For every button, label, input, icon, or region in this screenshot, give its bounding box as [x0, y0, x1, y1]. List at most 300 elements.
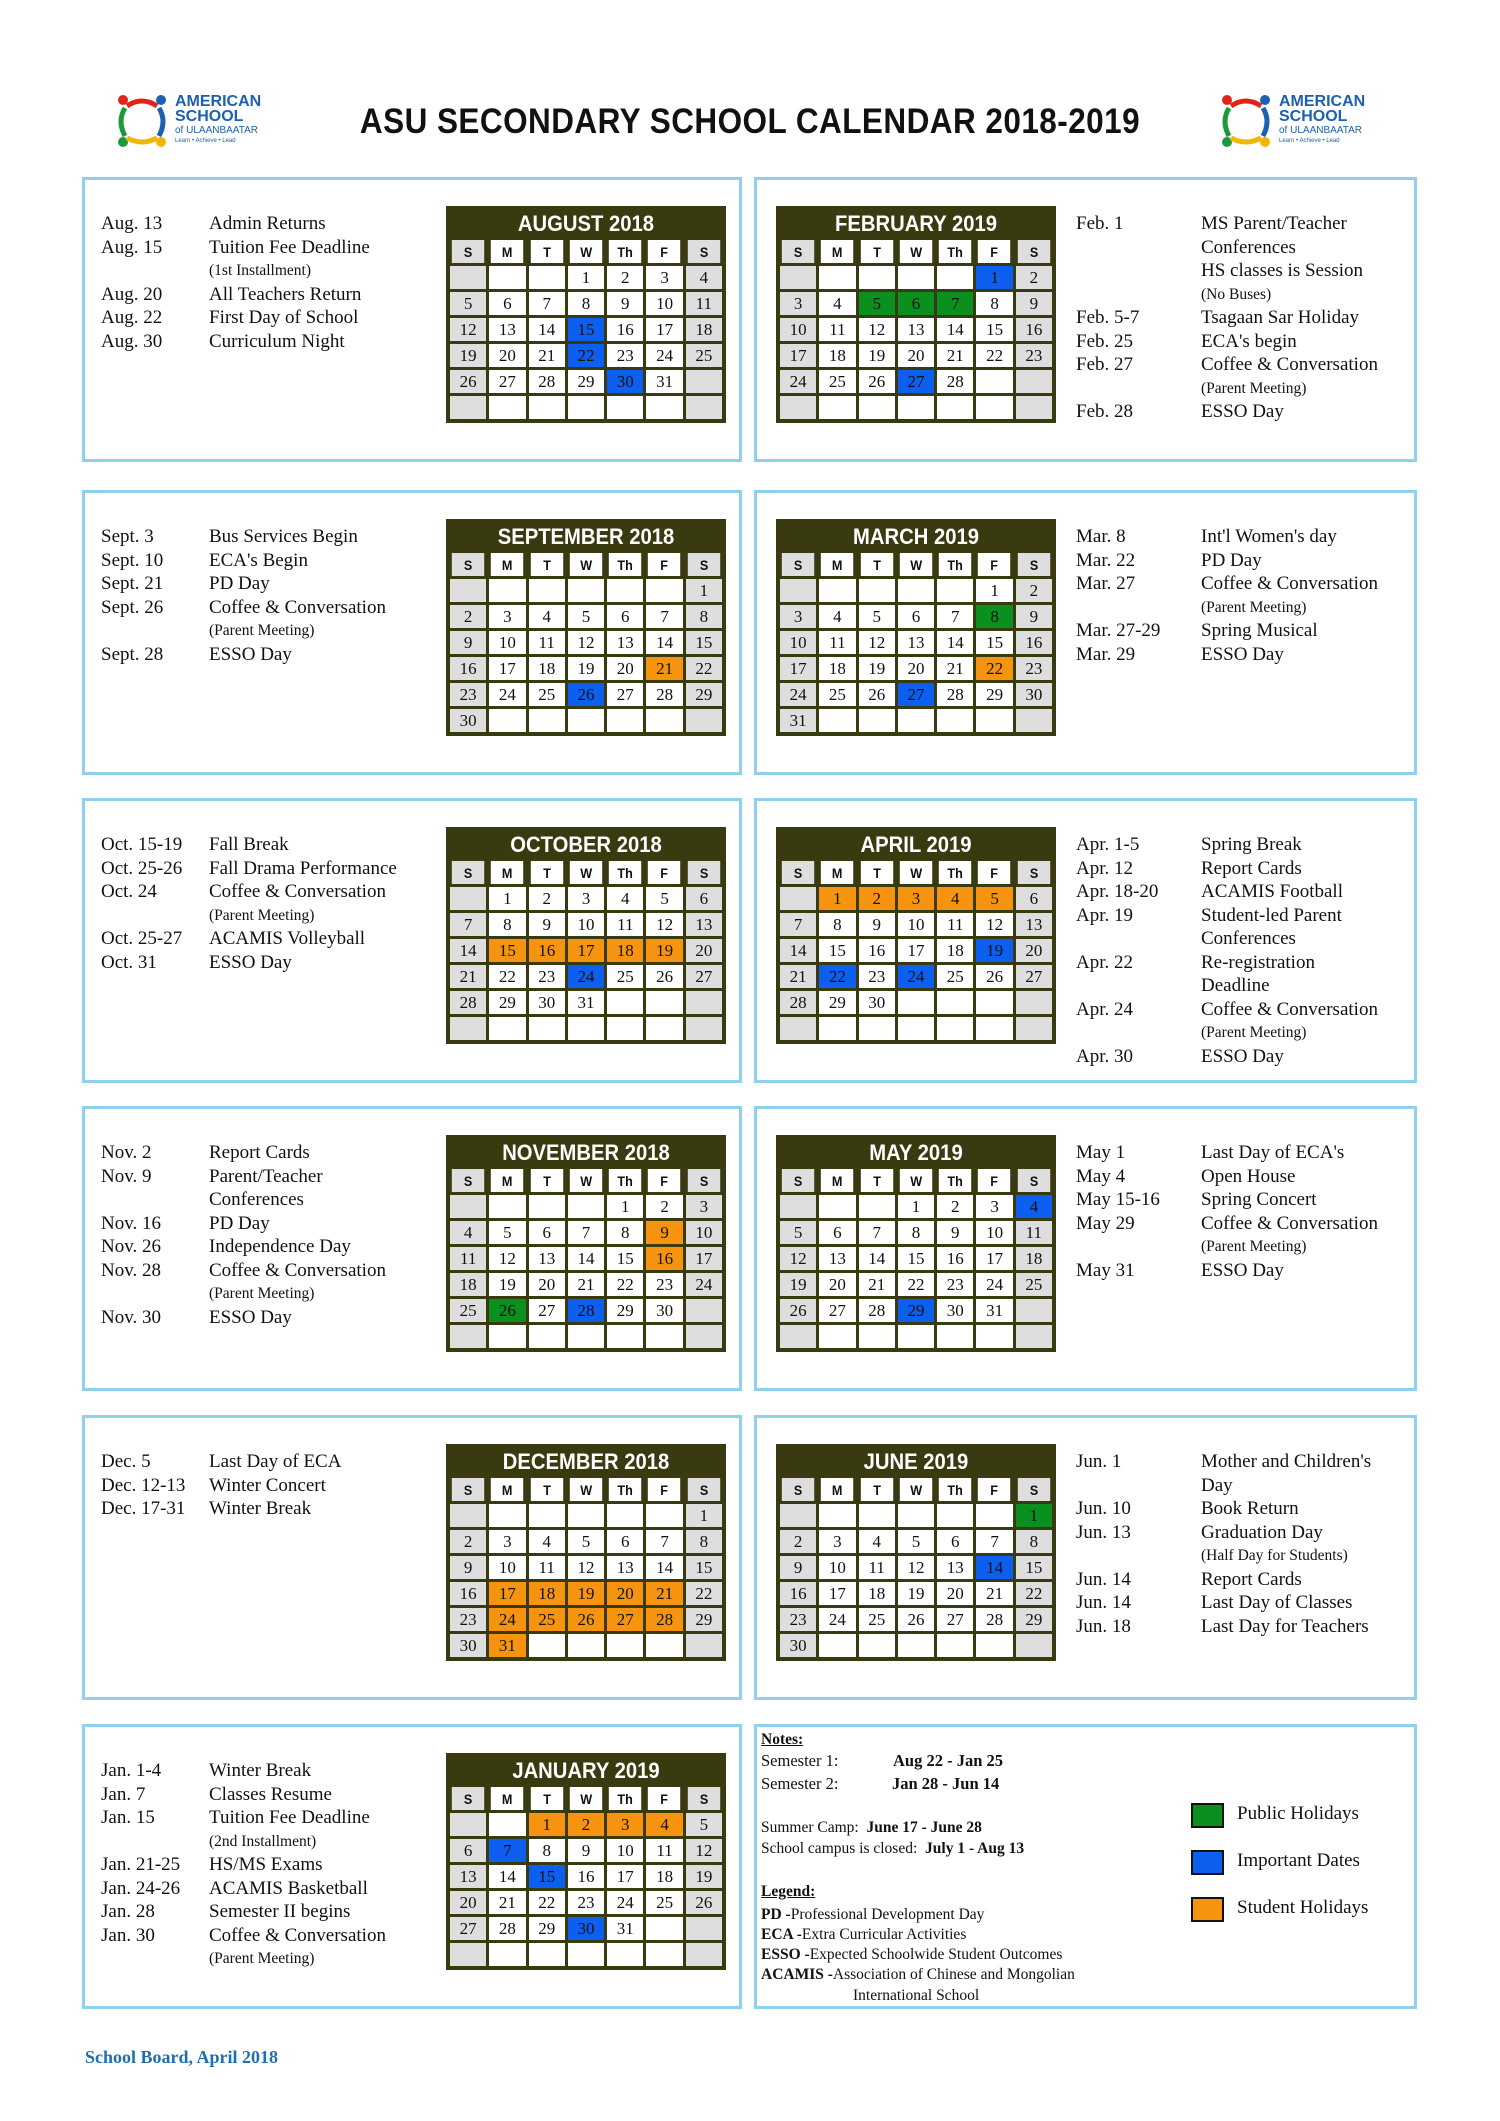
calendar-day: 16 [859, 939, 895, 962]
calendar-day: 29 [568, 370, 604, 393]
event-description: Winter Break [209, 1760, 312, 1781]
calendar-empty-cell [686, 1634, 722, 1657]
calendar-day: 19 [898, 1582, 934, 1605]
weekday-header: W [570, 1169, 603, 1192]
calendar-day: 28 [646, 1608, 682, 1631]
weekday-header: S [452, 861, 485, 884]
calendar-day: 9 [646, 1221, 682, 1244]
calendar-day: 26 [859, 370, 895, 393]
calendar-day: 14 [450, 939, 486, 962]
calendar-grid [448, 859, 724, 1042]
calendar-day: 18 [937, 939, 973, 962]
calendar-day: 1 [489, 887, 525, 910]
weekday-header: M [821, 1478, 854, 1501]
calendar-day: 18 [819, 657, 855, 680]
weekday-header: S [688, 240, 721, 263]
calendar-day: 6 [529, 1221, 565, 1244]
calendar-day: 4 [646, 1813, 682, 1836]
footer-note: School Board, April 2018 [85, 2047, 279, 2067]
weekday-header: S [452, 1787, 485, 1810]
calendar-day: 16 [780, 1582, 816, 1605]
calendar-day: 19 [859, 344, 895, 367]
event-date: Mar. 22 [1076, 549, 1136, 571]
calendar-empty-cell [568, 1325, 604, 1348]
calendar-day: 15 [686, 1556, 722, 1579]
calendar-day: 18 [529, 1582, 565, 1605]
calendar-day: 16 [646, 1247, 682, 1270]
calendar-empty-cell [686, 396, 722, 419]
calendar-day: 15 [976, 318, 1012, 341]
calendar-day: 11 [529, 631, 565, 654]
summer-dates: June 17 - June 28 [866, 1819, 982, 1836]
event-description: Coffee & Conversation [1201, 1212, 1378, 1234]
calendar-empty-cell [607, 709, 643, 732]
calendar-day: 16 [1016, 631, 1052, 654]
event-description: Coffee & Conversation [1201, 573, 1378, 594]
weekday-header: T [860, 240, 893, 263]
event-description: Last Day of ECA [209, 1451, 342, 1472]
calendar-day: 25 [819, 683, 855, 706]
calendar-day: 28 [780, 991, 816, 1014]
event-description: ESSO Day [1201, 1045, 1284, 1067]
calendar-empty-cell [780, 266, 816, 289]
weekday-header: M [821, 1169, 854, 1192]
calendar-day: 21 [937, 344, 973, 367]
event-date: Aug. 22 [101, 307, 163, 328]
calendar-day: 2 [1016, 579, 1052, 602]
event-description: (Parent Meeting) [209, 906, 315, 924]
calendar-day: 18 [859, 1582, 895, 1605]
calendar-day: 24 [780, 683, 816, 706]
calendar-day: 6 [1016, 887, 1052, 910]
calendar-day: 6 [898, 605, 934, 628]
calendar-day: 24 [780, 370, 816, 393]
calendar-day: 17 [568, 939, 604, 962]
logo-tagline: Learn • Achieve • Lead [1279, 138, 1340, 144]
calendar-empty-cell [450, 396, 486, 419]
calendar-day: 3 [568, 887, 604, 910]
calendar-day: 4 [859, 1530, 895, 1553]
calendar-day: 23 [859, 965, 895, 988]
calendar-day: 8 [686, 1530, 722, 1553]
event-date: Oct. 24 [101, 881, 157, 902]
event-date: Aug. 20 [101, 283, 163, 305]
calendar-day: 9 [568, 1839, 604, 1862]
calendar-day: 29 [898, 1299, 934, 1322]
calendar-day: 7 [568, 1221, 604, 1244]
calendar-day: 23 [529, 965, 565, 988]
event-date: Nov. 2 [101, 1142, 152, 1163]
calendar-day: 6 [489, 292, 525, 315]
calendar-day: 17 [489, 657, 525, 680]
calendar-day: 21 [489, 1891, 525, 1914]
calendar-day: 10 [898, 913, 934, 936]
calendar-day: 19 [568, 657, 604, 680]
calendar-day: 2 [568, 1813, 604, 1836]
calendar-empty-cell [937, 1017, 973, 1040]
weekday-header: F [648, 861, 681, 884]
calendar-day: 11 [607, 913, 643, 936]
event-description: (1st Installment) [209, 262, 312, 279]
calendar-day: 21 [646, 657, 682, 680]
calendar-empty-cell [819, 1634, 855, 1657]
calendar-day: 11 [1016, 1221, 1052, 1244]
event-description: Coffee & Conversation [1201, 998, 1378, 1020]
calendar-day: 18 [686, 318, 722, 341]
event-date: Dec. 5 [101, 1451, 151, 1472]
event-date: Jan. 24-26 [101, 1877, 181, 1899]
calendar-empty-cell [937, 1325, 973, 1348]
calendar-empty-cell [568, 396, 604, 419]
event-date: Jan. 28 [101, 1901, 155, 1922]
event-date: Dec. 12-13 [101, 1474, 186, 1496]
event-description: Student-led Parent [1201, 904, 1342, 926]
event-description: Spring Concert [1201, 1189, 1317, 1210]
abbreviation-meaning: Expected Schoolwide Student Outcomes [809, 1946, 1063, 1963]
event-date: May 1 [1076, 1142, 1126, 1163]
calendar-day: 20 [450, 1891, 486, 1914]
calendar-day: 19 [780, 1273, 816, 1296]
month-calendar [446, 206, 726, 423]
calendar-day: 29 [529, 1917, 565, 1940]
calendar-day: 28 [450, 991, 486, 1014]
event-description: Report Cards [209, 1142, 310, 1163]
calendar-day: 6 [686, 887, 722, 910]
calendar-day: 26 [686, 1891, 722, 1914]
event-date: Jun. 14 [1076, 1592, 1131, 1613]
calendar-day: 28 [489, 1917, 525, 1940]
calendar-day: 1 [898, 1195, 934, 1218]
calendar-day: 1 [819, 887, 855, 910]
calendar-day: 31 [568, 991, 604, 1014]
weekday-header: S [452, 1478, 485, 1501]
calendar-empty-cell [646, 396, 682, 419]
calendar-day: 1 [976, 266, 1012, 289]
calendar-day: 2 [937, 1195, 973, 1218]
calendar-empty-cell [450, 887, 486, 910]
logo-text: of ULAANBAATAR [1279, 125, 1362, 136]
calendar-day: 12 [859, 631, 895, 654]
event-description: Classes Resume [209, 1783, 332, 1805]
calendar-day: 9 [450, 631, 486, 654]
event-description: ESSO Day [209, 643, 292, 665]
calendar-empty-cell [450, 1943, 486, 1966]
green-swatch-icon [1191, 1803, 1224, 1828]
calendar-day: 26 [898, 1608, 934, 1631]
weekday-header: S [782, 861, 815, 884]
calendar-day: 15 [489, 939, 525, 962]
event-description: Coffee & Conversation [209, 881, 386, 902]
calendar-day: 22 [529, 1891, 565, 1914]
calendar-day: 24 [489, 1608, 525, 1631]
calendar-empty-cell [607, 579, 643, 602]
calendar-day: 14 [646, 631, 682, 654]
calendar-day: 22 [489, 965, 525, 988]
calendar-day: 26 [859, 683, 895, 706]
calendar-empty-cell [898, 1504, 934, 1527]
calendar-day: 8 [898, 1221, 934, 1244]
logo-text: AMERICAN [175, 93, 262, 110]
event-description: (Parent Meeting) [209, 622, 315, 639]
weekday-header: W [900, 553, 933, 576]
calendar-grid [448, 1785, 724, 1968]
calendar-empty-cell [976, 1634, 1012, 1657]
calendar-day: 22 [1016, 1582, 1052, 1605]
weekday-header: M [491, 1478, 524, 1501]
calendar-day: 9 [450, 1556, 486, 1579]
weekday-header: S [1018, 553, 1051, 576]
event-date: Feb. 5-7 [1076, 307, 1140, 328]
weekday-header: Th [939, 1169, 972, 1192]
calendar-day: 23 [450, 683, 486, 706]
calendar-day: 18 [819, 344, 855, 367]
weekday-header: S [1018, 240, 1051, 263]
calendar-day: 6 [607, 1530, 643, 1553]
month-panel [754, 177, 1417, 462]
calendar-day: 3 [489, 1530, 525, 1553]
calendar-day: 22 [976, 344, 1012, 367]
event-date: Nov. 16 [101, 1212, 161, 1234]
calendar-day: 25 [819, 370, 855, 393]
calendar-day: 29 [489, 991, 525, 1014]
event-date: Feb. 27 [1076, 354, 1133, 375]
calendar-day: 20 [819, 1273, 855, 1296]
calendar-day: 18 [646, 1865, 682, 1888]
event-description: Open House [1201, 1165, 1296, 1187]
calendar-day: 16 [1016, 318, 1052, 341]
event-description: Curriculum Night [209, 330, 345, 352]
event-date: Aug. 13 [101, 213, 163, 234]
event-description: Report Cards [1201, 857, 1302, 879]
weekday-header: S [688, 1787, 721, 1810]
calendar-empty-cell [780, 579, 816, 602]
event-description: PD Day [209, 573, 270, 594]
calendar-empty-cell [780, 396, 816, 419]
calendar-day: 2 [529, 887, 565, 910]
calendar-empty-cell [780, 1504, 816, 1527]
calendar-day: 5 [859, 605, 895, 628]
calendar-day: 8 [819, 913, 855, 936]
event-date: Feb. 25 [1076, 330, 1133, 352]
calendar-day: 3 [780, 605, 816, 628]
calendar-day: 23 [450, 1608, 486, 1631]
event-date: Jun. 18 [1076, 1615, 1131, 1637]
calendar-empty-cell [686, 1943, 722, 1966]
calendar-day: 11 [819, 631, 855, 654]
calendar-day: 5 [780, 1221, 816, 1244]
month-panel [82, 1724, 742, 2009]
calendar-day: 28 [646, 683, 682, 706]
calendar-empty-cell [529, 579, 565, 602]
calendar-day: 25 [937, 965, 973, 988]
calendar-empty-cell [568, 1634, 604, 1657]
event-description: Conferences [1201, 928, 1296, 949]
calendar-day: 30 [937, 1299, 973, 1322]
calendar-empty-cell [646, 1634, 682, 1657]
calendar-day: 3 [819, 1530, 855, 1553]
weekday-header: Th [609, 240, 642, 263]
event-description: Spring Break [1201, 834, 1302, 855]
event-description: First Day of School [209, 307, 359, 328]
calendar-day: 21 [976, 1582, 1012, 1605]
calendar-day: 22 [607, 1273, 643, 1296]
semester-dates: Jan 28 - Jun 14 [892, 1774, 1000, 1793]
calendar-empty-cell [859, 1017, 895, 1040]
event-description: Report Cards [1201, 1568, 1302, 1590]
calendar-day: 14 [937, 631, 973, 654]
calendar-day: 30 [568, 1917, 604, 1940]
calendar-day: 6 [819, 1221, 855, 1244]
event-date: Aug. 30 [101, 330, 163, 352]
calendar-day: 9 [1016, 605, 1052, 628]
event-date: May 29 [1076, 1212, 1135, 1234]
calendar-day: 17 [607, 1865, 643, 1888]
calendar-day: 3 [607, 1813, 643, 1836]
month-panel [82, 1415, 742, 1700]
calendar-day: 13 [529, 1247, 565, 1270]
calendar-empty-cell [819, 1325, 855, 1348]
weekday-header: M [491, 1169, 524, 1192]
event-date: Apr. 22 [1076, 951, 1133, 973]
weekday-header: T [530, 240, 563, 263]
abbreviation: ECA - [761, 1926, 802, 1943]
calendar-day: 19 [568, 1582, 604, 1605]
calendar-empty-cell [937, 709, 973, 732]
calendar-day: 25 [859, 1608, 895, 1631]
event-description: Spring Musical [1201, 620, 1318, 641]
weekday-header: F [978, 861, 1011, 884]
month-title: FEBRUARY 2019 [834, 211, 997, 236]
calendar-day: 27 [607, 1608, 643, 1631]
calendar-day: 8 [607, 1221, 643, 1244]
event-date: Apr. 18-20 [1076, 881, 1159, 902]
event-description: Last Day for Teachers [1201, 1615, 1369, 1637]
event-date: Apr. 30 [1076, 1045, 1133, 1067]
event-description: ESSO Day [1201, 643, 1284, 665]
event-description: (2nd Installment) [209, 1832, 317, 1850]
event-date: Apr. 19 [1076, 904, 1133, 926]
weekday-header: W [900, 240, 933, 263]
calendar-day: 28 [937, 683, 973, 706]
calendar-day: 5 [686, 1813, 722, 1836]
calendar-day: 11 [529, 1556, 565, 1579]
weekday-header: T [860, 861, 893, 884]
calendar-day: 3 [780, 292, 816, 315]
calendar-day: 29 [686, 1608, 722, 1631]
event-date: Sept. 21 [101, 573, 164, 594]
calendar-empty-cell [859, 1325, 895, 1348]
calendar-day: 22 [976, 657, 1012, 680]
abbreviation: PD - [761, 1906, 791, 1923]
month-calendar [446, 1135, 726, 1352]
semester-2 [761, 1774, 1000, 1794]
logo-text: SCHOOL [1279, 108, 1348, 125]
calendar-empty-cell [780, 1017, 816, 1040]
calendar-day: 27 [489, 370, 525, 393]
calendar-day: 13 [489, 318, 525, 341]
calendar-day: 14 [529, 318, 565, 341]
calendar-day: 20 [607, 657, 643, 680]
calendar-day: 15 [607, 1247, 643, 1270]
calendar-empty-cell [898, 579, 934, 602]
calendar-day: 24 [568, 965, 604, 988]
weekday-header: S [1018, 1169, 1051, 1192]
calendar-empty-cell [646, 1917, 682, 1940]
logo-tagline: Learn • Achieve • Lead [175, 138, 236, 144]
calendar-day: 7 [646, 1530, 682, 1553]
calendar-day: 11 [859, 1556, 895, 1579]
calendar-day: 23 [568, 1891, 604, 1914]
calendar-empty-cell [489, 266, 525, 289]
calendar-day: 27 [898, 370, 934, 393]
event-description: (Parent Meeting) [1201, 598, 1307, 616]
calendar-empty-cell [1016, 1325, 1052, 1348]
calendar-day: 23 [1016, 657, 1052, 680]
calendar-day: 12 [568, 1556, 604, 1579]
weekday-header: S [1018, 1478, 1051, 1501]
calendar-empty-cell [529, 1195, 565, 1218]
calendar-day: 5 [859, 292, 895, 315]
calendar-day: 16 [450, 657, 486, 680]
calendar-day: 29 [1016, 1608, 1052, 1631]
calendar-day: 18 [1016, 1247, 1052, 1270]
calendar-day: 11 [646, 1839, 682, 1862]
weekday-header: T [530, 1478, 563, 1501]
weekday-header: S [688, 1169, 721, 1192]
calendar-day: 25 [1016, 1273, 1052, 1296]
calendar-empty-cell [898, 1634, 934, 1657]
calendar-day: 18 [529, 657, 565, 680]
calendar-day: 15 [976, 631, 1012, 654]
month-calendar [446, 827, 726, 1044]
calendar-day: 7 [646, 605, 682, 628]
calendar-day: 9 [607, 292, 643, 315]
calendar-empty-cell [529, 1943, 565, 1966]
calendar-day: 2 [1016, 266, 1052, 289]
calendar-day: 18 [450, 1273, 486, 1296]
calendar-day: 4 [1016, 1195, 1052, 1218]
event-description: Bus Services Begin [209, 526, 358, 547]
calendar-empty-cell [489, 396, 525, 419]
event-date: Nov. 9 [101, 1165, 152, 1187]
month-panel [82, 490, 742, 775]
calendar-day: 25 [607, 965, 643, 988]
calendar-day: 4 [607, 887, 643, 910]
calendar-day: 26 [976, 965, 1012, 988]
logo-text: AMERICAN [1279, 93, 1366, 110]
closed-dates: July 1 - Aug 13 [925, 1840, 1025, 1857]
month-calendar [776, 519, 1056, 736]
calendar-day: 21 [568, 1273, 604, 1296]
event-description: HS classes is Session [1201, 260, 1364, 281]
weekday-header: F [978, 553, 1011, 576]
calendar-day: 28 [568, 1299, 604, 1322]
calendar-day: 22 [568, 344, 604, 367]
calendar-empty-cell [819, 579, 855, 602]
calendar-grid [448, 1167, 724, 1350]
calendar-empty-cell [976, 991, 1012, 1014]
calendar-day: 12 [976, 913, 1012, 936]
calendar-day: 12 [780, 1247, 816, 1270]
logo-text: of ULAANBAATAR [175, 125, 258, 136]
event-description: Fall Drama Performance [209, 857, 397, 879]
calendar-day: 19 [859, 657, 895, 680]
weekday-header: Th [609, 861, 642, 884]
weekday-header: Th [609, 1478, 642, 1501]
calendar-day: 26 [568, 1608, 604, 1631]
calendar-empty-cell [686, 1917, 722, 1940]
event-description: (Parent Meeting) [1201, 1024, 1307, 1041]
